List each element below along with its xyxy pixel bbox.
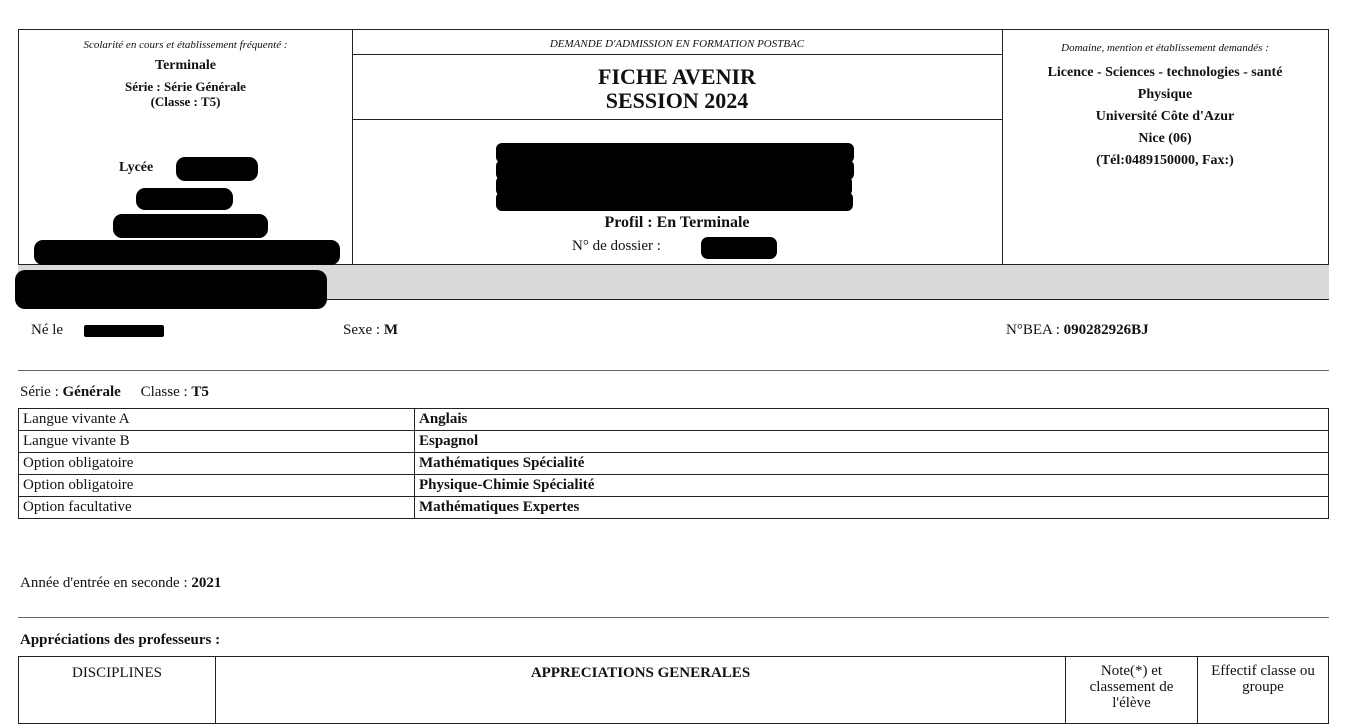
birth-label: Né le bbox=[31, 322, 64, 338]
school-level: Terminale bbox=[155, 58, 216, 73]
option-value: Anglais bbox=[415, 409, 1329, 431]
profil-label: Profil : En Terminale bbox=[604, 214, 750, 231]
redacted-lycee-name bbox=[176, 157, 258, 181]
option-value: Physique-Chimie Spécialité bbox=[415, 475, 1329, 497]
middle-caption: DEMANDE D'ADMISSION EN FORMATION POSTBAC bbox=[549, 38, 805, 50]
form-session: SESSION 2024 bbox=[605, 88, 749, 113]
redacted-city-line bbox=[34, 240, 340, 265]
table-header-row bbox=[19, 657, 1329, 724]
redacted-birth-date bbox=[84, 325, 164, 337]
col-note: Note(*) et classement de l'élève bbox=[1066, 657, 1198, 724]
entry-year-label: Année d'entrée en seconde : bbox=[20, 575, 188, 591]
redacted-student-name bbox=[15, 270, 327, 309]
requested-contact: (Tél:0489150000, Fax:) bbox=[1096, 153, 1234, 168]
option-key: Option obligatoire bbox=[19, 475, 415, 497]
header-right-column bbox=[1002, 30, 1328, 264]
appreciations-title: Appréciations des professeurs : bbox=[20, 632, 221, 648]
dossier-label: N° de dossier : bbox=[572, 238, 661, 254]
bea-label: N°BEA : bbox=[1006, 322, 1060, 338]
serie-line bbox=[20, 384, 209, 401]
option-value: Mathématiques Spécialité bbox=[415, 453, 1329, 475]
option-key: Option obligatoire bbox=[19, 453, 415, 475]
classe-label: Classe : bbox=[140, 384, 188, 400]
entry-year-value: 2021 bbox=[191, 575, 222, 591]
col-effectif: Effectif classe ou groupe bbox=[1198, 657, 1329, 724]
requested-domain: Licence - Sciences - technologies - santé bbox=[1047, 65, 1283, 80]
table-row bbox=[19, 453, 1329, 475]
requested-mention: Physique bbox=[1137, 87, 1193, 102]
sex-label: Sexe : bbox=[343, 322, 381, 338]
option-key: Langue vivante B bbox=[19, 431, 415, 453]
bea-value: 090282926BJ bbox=[1063, 322, 1149, 338]
serie-value: Générale bbox=[62, 384, 121, 400]
sex-value: M bbox=[383, 322, 398, 338]
option-value: Espagnol bbox=[415, 431, 1329, 453]
redacted-student-line-4 bbox=[496, 192, 853, 211]
sex-field bbox=[343, 322, 398, 339]
table-row bbox=[19, 475, 1329, 497]
left-caption: Scolarité en cours et établissement fréquenté : bbox=[83, 39, 288, 51]
right-caption: Domaine, mention et établissement demandés : bbox=[1061, 42, 1269, 54]
classe-value: T5 bbox=[191, 384, 209, 400]
redacted-address-line bbox=[113, 214, 268, 238]
option-key: Langue vivante A bbox=[19, 409, 415, 431]
form-title: FICHE AVENIR bbox=[598, 64, 756, 89]
requested-university: Université Côte d'Azur bbox=[1095, 109, 1235, 124]
separator-2 bbox=[18, 617, 1329, 618]
option-value: Mathématiques Expertes bbox=[415, 497, 1329, 519]
col-disciplines: DISCIPLINES bbox=[19, 657, 216, 724]
school-serie: Série : Série Générale bbox=[125, 79, 246, 94]
school-classe: (Classe : T5) bbox=[150, 94, 221, 109]
lycee-label: Lycée bbox=[119, 160, 154, 175]
table-row bbox=[19, 431, 1329, 453]
requested-city: Nice (06) bbox=[1138, 131, 1192, 146]
table-row bbox=[19, 409, 1329, 431]
entry-year bbox=[20, 575, 221, 592]
serie-label: Série : bbox=[20, 384, 59, 400]
redacted-lycee-line bbox=[136, 188, 233, 210]
bea-field bbox=[1006, 322, 1149, 339]
table-row bbox=[19, 497, 1329, 519]
separator-1 bbox=[18, 370, 1329, 371]
col-appreciations: APPRECIATIONS GENERALES bbox=[216, 657, 1066, 724]
redacted-dossier-number bbox=[701, 237, 777, 259]
option-key: Option facultative bbox=[19, 497, 415, 519]
appreciations-table bbox=[18, 656, 1329, 724]
options-table bbox=[18, 408, 1329, 519]
